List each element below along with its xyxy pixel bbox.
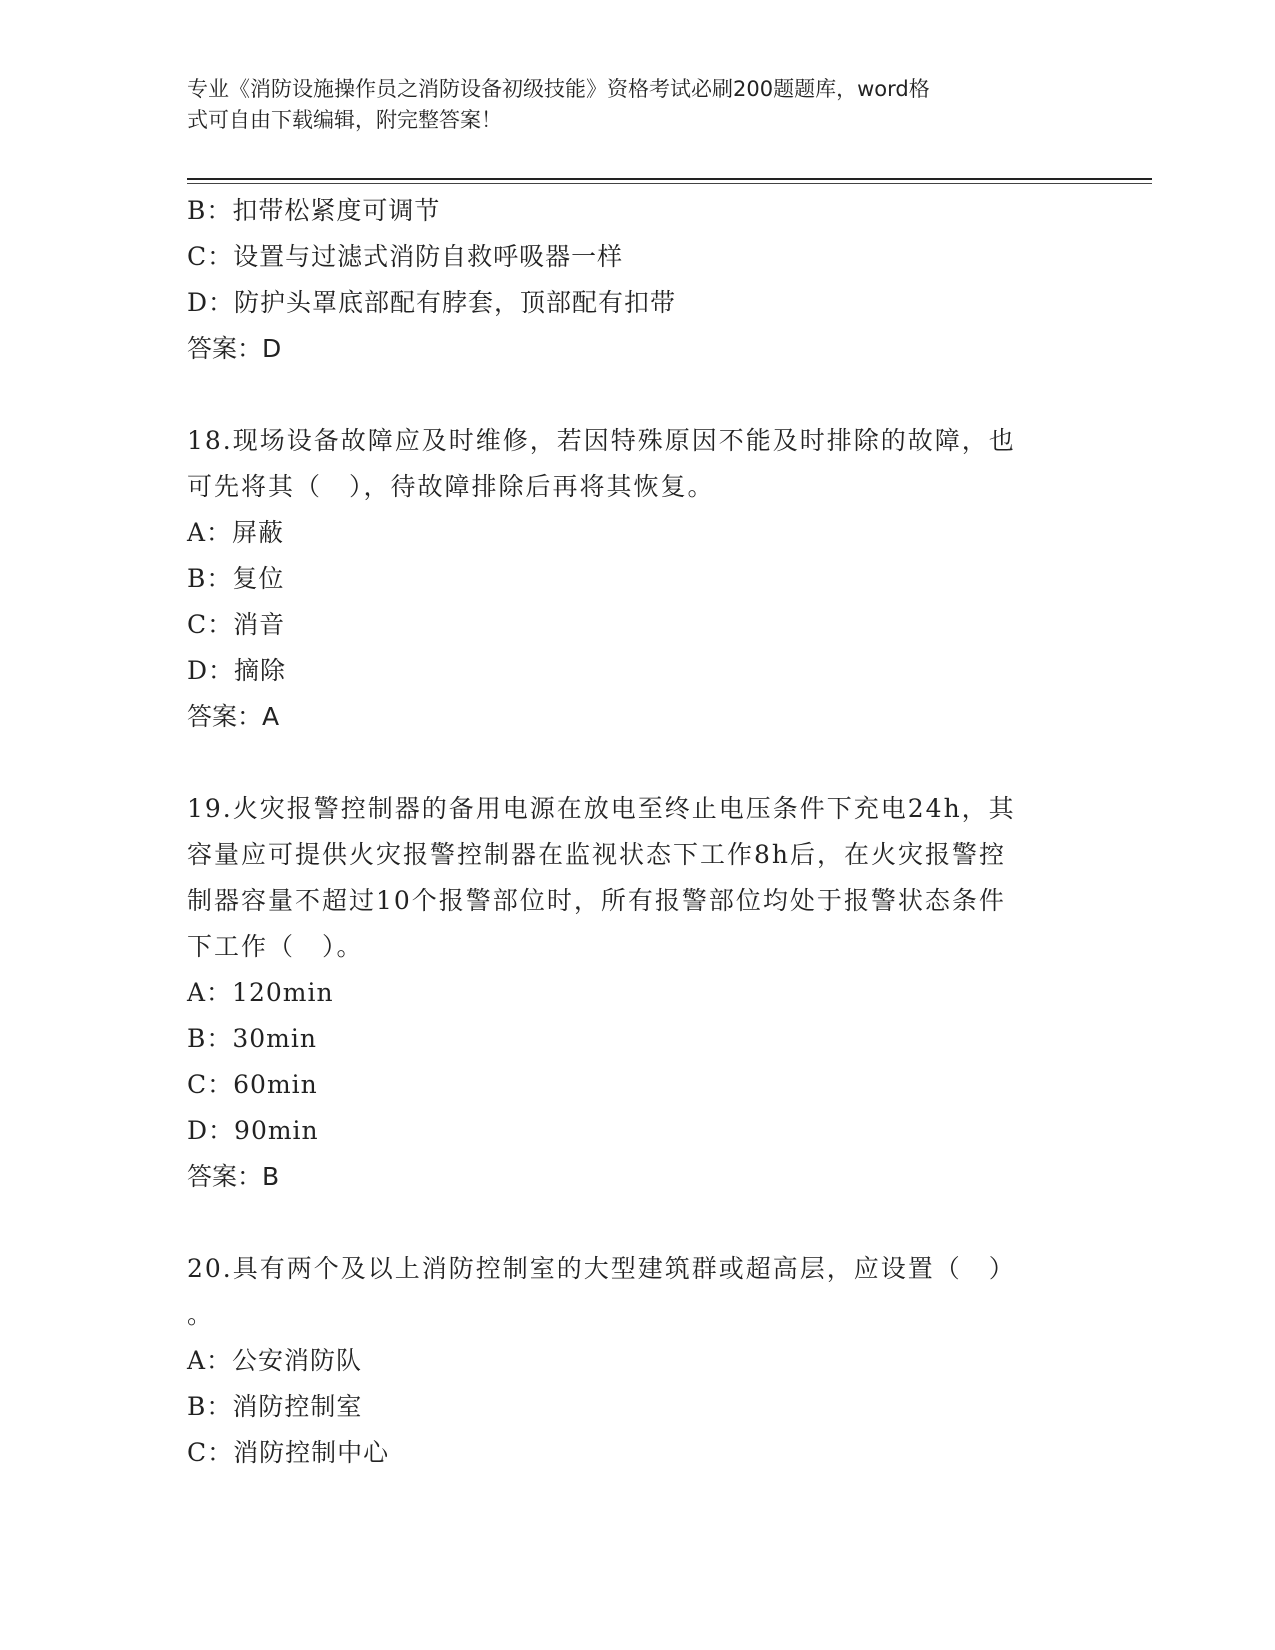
question-20	[187, 1246, 1077, 1476]
question-text-line: 容量应可提供火灾报警控制器在监视状态下工作8h后，在火灾报警控	[187, 840, 1007, 869]
option-b: B：扣带松紧度可调节	[187, 196, 441, 225]
question-text-line: 。	[187, 1300, 215, 1329]
question-17-tail	[187, 188, 1077, 372]
header-divider	[187, 178, 1152, 180]
answer: 答案：A	[187, 702, 280, 731]
option-c: C：60min	[187, 1070, 318, 1099]
header-divider-thin	[187, 183, 1152, 184]
option-c: C：消音	[187, 610, 286, 639]
option-c: C：消防控制中心	[187, 1438, 390, 1467]
option-c: C：设置与过滤式消防自救呼吸器一样	[187, 242, 624, 271]
question-text-line: 可先将其（ ），待故障排除后再将其恢复。	[187, 472, 715, 501]
answer: 答案：B	[187, 1162, 280, 1191]
question-list	[187, 188, 1077, 1476]
option-a: A：屏蔽	[187, 518, 285, 547]
question-text-line: 20.具有两个及以上消防控制室的大型建筑群或超高层，应设置（ ）	[187, 1254, 1016, 1283]
option-b: B：消防控制室	[187, 1392, 363, 1421]
option-d: D：防护头罩底部配有脖套，顶部配有扣带	[187, 288, 677, 317]
question-text-line: 18.现场设备故障应及时维修，若因特殊原因不能及时排除的故障，也	[187, 426, 1016, 455]
spacer	[187, 740, 1077, 786]
spacer	[187, 1200, 1077, 1246]
option-d: D：摘除	[187, 656, 287, 685]
option-a: A：公安消防队	[187, 1346, 363, 1375]
document-header	[187, 74, 1087, 136]
header-line-1: 专业《消防设施操作员之消防设备初级技能》资格考试必刷200题题库，word格	[187, 77, 930, 101]
option-b: B：30min	[187, 1024, 317, 1053]
answer: 答案：D	[187, 334, 282, 363]
question-text-line: 下工作（ ）。	[187, 932, 364, 961]
option-b: B：复位	[187, 564, 285, 593]
question-text-line: 制器容量不超过10个报警部位时，所有报警部位均处于报警状态条件	[187, 886, 1006, 915]
spacer	[187, 372, 1077, 418]
option-a: A：120min	[187, 978, 334, 1007]
question-text-line: 19.火灾报警控制器的备用电源在放电至终止电压条件下充电24h，其	[187, 794, 1016, 823]
question-19	[187, 786, 1077, 1200]
option-d: D：90min	[187, 1116, 319, 1145]
header-line-2: 式可自由下载编辑，附完整答案！	[187, 108, 502, 132]
question-18	[187, 418, 1077, 740]
